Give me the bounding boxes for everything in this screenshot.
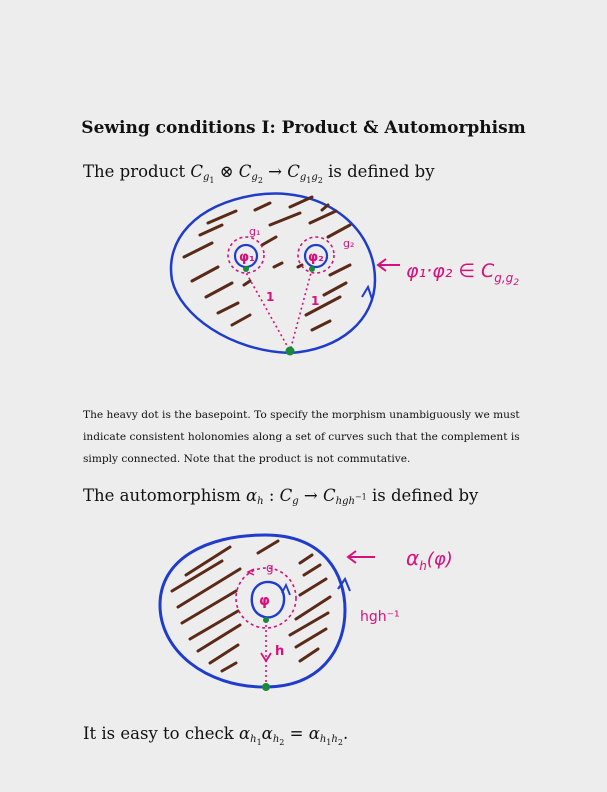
orientation-arrow — [362, 287, 372, 299]
phi1-point — [243, 266, 249, 272]
automorphism-diagram — [0, 525, 607, 700]
g1-label: g₁ — [249, 225, 261, 238]
g2-label: g₂ — [343, 237, 355, 250]
h-label: h — [275, 644, 285, 659]
g-label: g — [266, 561, 274, 575]
basepoint-dot — [286, 347, 295, 356]
phi2-label: φ₂ — [308, 250, 324, 265]
explanation-paragraph — [83, 404, 563, 470]
auto-suffix: is defined by — [371, 486, 479, 505]
outer-boundary-circle — [160, 535, 345, 687]
paragraph-line-3: simply connected. Note that the product is not commutative. — [83, 453, 411, 465]
check-formula: $\alpha_{h_1}\alpha_{h_2} = \alpha_{h_1h_2}$. — [238, 724, 349, 747]
one-left-label: 1 — [266, 290, 275, 304]
hatching-2 — [172, 541, 330, 671]
phi-label: φ — [259, 593, 270, 609]
auto-formula: $\alpha_h$ : $C_g \to C_{hgh^{-1}}$ — [245, 486, 367, 507]
basepoint-dot-2 — [262, 683, 270, 691]
path-to-phi2 — [290, 269, 312, 351]
phi1-label: φ₁ — [239, 250, 255, 265]
product-definition-line — [83, 162, 435, 185]
one-right-label: 1 — [311, 294, 320, 308]
outer-boundary-curve — [171, 193, 375, 353]
paragraph-line-1: The heavy dot is the basepoint. To specify the morphism unambiguously we must — [83, 409, 520, 421]
annotation-arrow — [378, 259, 400, 271]
annotation-arrow-2 — [348, 551, 375, 563]
hgh-inverse-label: hgh⁻¹ — [360, 609, 400, 625]
phi-point — [263, 617, 269, 623]
check-line — [83, 724, 348, 747]
automorphism-definition-line — [83, 486, 478, 507]
product-formula: $C_{g_1}$ ⊗ $C_{g_2} \to C_{g_1g_2}$ — [190, 162, 323, 185]
automorphism-annotation: $\alpha_h(\varphi)$ — [406, 546, 453, 573]
paragraph-line-2: indicate consistent holonomies along a set of curves such that the complement is — [83, 431, 520, 443]
phi2-point — [309, 266, 315, 272]
check-prefix: It is easy to check — [83, 724, 234, 743]
page-title: Sewing conditions I: Product & Automorphism — [81, 118, 526, 138]
product-suffix: is defined by — [328, 162, 435, 181]
product-prefix: The product — [83, 162, 186, 181]
product-diagram — [0, 185, 607, 370]
auto-prefix: The automorphism — [83, 486, 241, 505]
product-annotation: φ₁·φ₂ ∈ $C_{g,g}2$ — [406, 260, 520, 288]
